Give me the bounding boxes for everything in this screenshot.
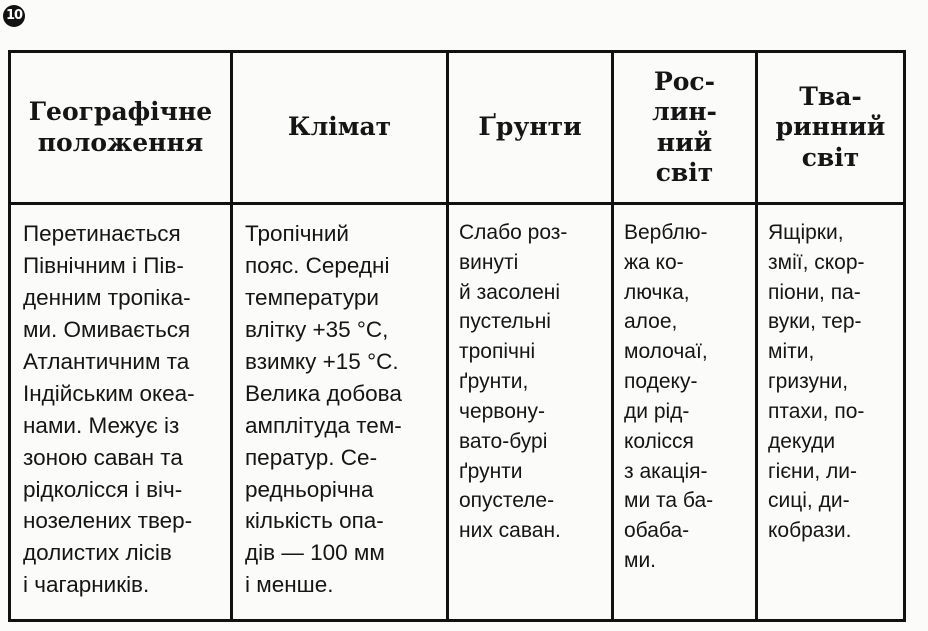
cell-soils: Слабо роз- винуті й засолені пустельні тропічні ґрунти, червону- вато-бурі ґрунти опустеле- них саван. [449, 205, 614, 619]
item-number-badge: 10 [3, 5, 25, 27]
header-soils: Ґрунти [449, 53, 614, 205]
header-flora: Рос- лин- ний світ [614, 53, 758, 205]
cell-geographic-position: Перетинається Північним і Пів- денним тропіка- ми. Омивається Атлантичним та Індійським океа- нами. Межує із зоною саван та рідколісся і віч- нозелених твер- долистих лісів і чагарників. [11, 205, 233, 619]
desert-characteristics-table [8, 50, 906, 622]
cell-climate: Тропічний пояс. Середні температури влітку +35 °С, взимку +15 °С. Велика добова амплітуда тем- ператур. Се- редньорічна кількість опа- дів — 100 мм і менше. [233, 205, 449, 619]
header-geographic-position: Географічне положення [11, 53, 233, 205]
header-fauna: Тва- ринний світ [758, 53, 903, 205]
cell-flora: Верблю- жа ко- лючка, алое, молочаї, подеку- ди рід- колісся з акація- ми та ба- обаба- ми. [614, 205, 758, 619]
cell-fauna: Ящірки, змії, скор- піони, па- вуки, тер- міти, гризуни, птахи, по- декуди гієни, ли- сиці, ди- кобрази. [768, 221, 865, 543]
header-climate: Клімат [233, 53, 449, 205]
